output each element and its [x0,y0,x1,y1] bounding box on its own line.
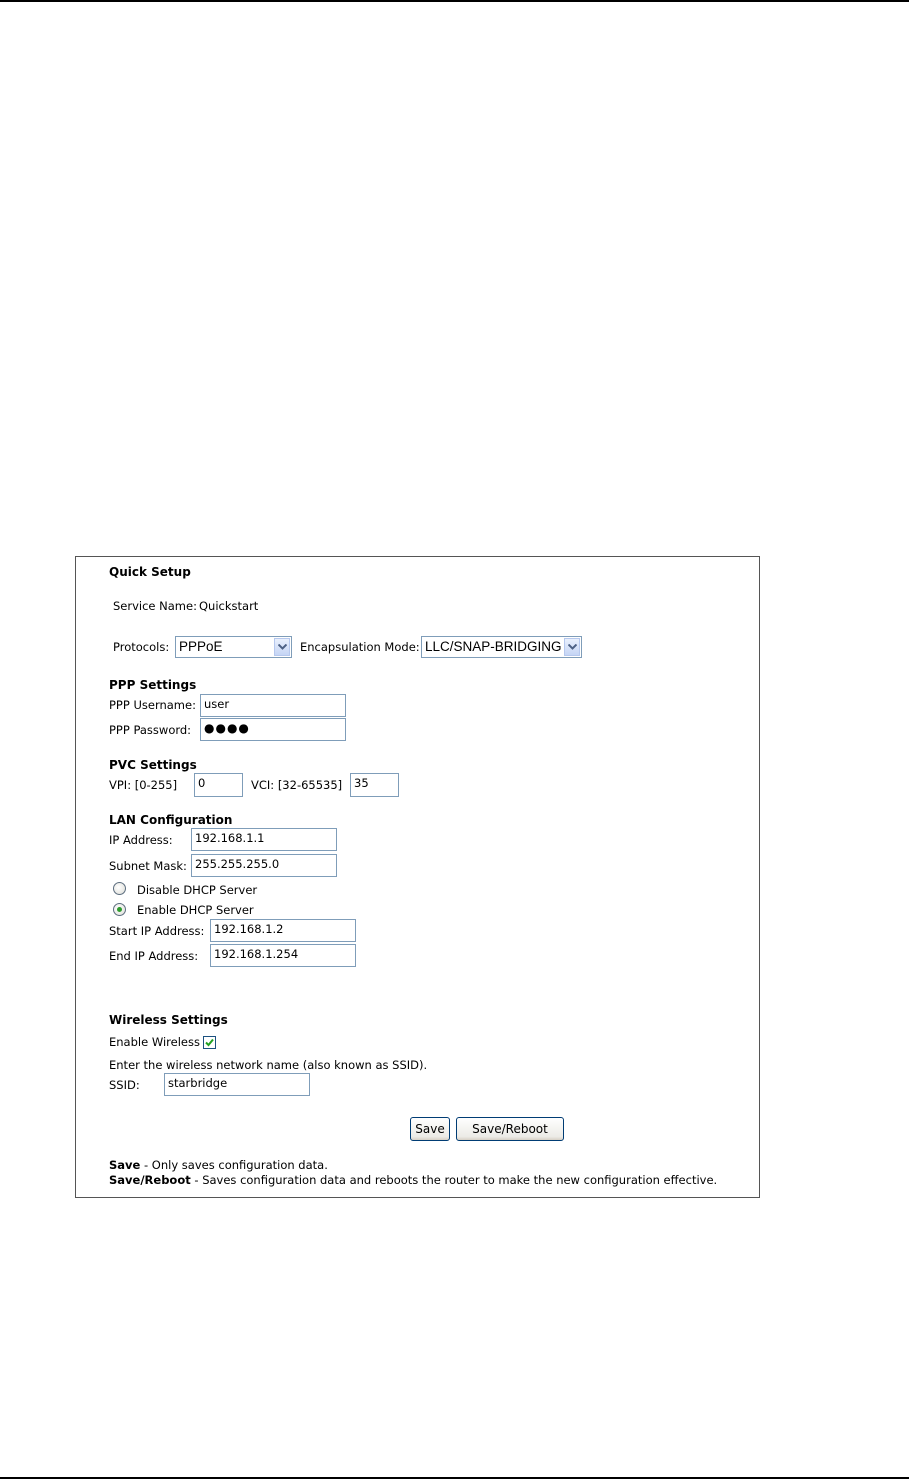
service-name-label: Service Name: [113,599,197,613]
vci-label: VCI: [32-65535] [251,778,343,792]
start-ip-input[interactable]: 192.168.1.2 [210,919,356,942]
wireless-settings-heading: Wireless Settings [109,1013,228,1027]
enable-dhcp-radio[interactable] [113,903,126,916]
subnet-mask-label: Subnet Mask: [109,859,187,873]
lan-configuration-heading: LAN Configuration [109,813,233,827]
end-ip-label: End IP Address: [109,949,199,963]
vpi-input[interactable]: 0 [194,773,243,797]
panel-title: Quick Setup [109,565,191,579]
page-bottom-rule [0,1477,909,1479]
checkmark-icon [205,1038,214,1047]
save-reboot-button[interactable]: Save/Reboot [456,1117,564,1141]
ip-address-label: IP Address: [109,833,173,847]
protocols-label: Protocols: [113,640,170,654]
ip-address-input[interactable]: 192.168.1.1 [191,828,337,851]
enable-wireless-checkbox[interactable] [203,1036,216,1049]
save-reboot-note-description: - Saves configuration data and reboots the router to make the new configuration effective. [190,1173,718,1187]
save-note-term: Save [109,1158,141,1172]
enable-dhcp-label: Enable DHCP Server [137,903,254,917]
save-note [109,1158,328,1172]
page-top-rule [0,0,909,2]
enable-wireless-label: Enable Wireless [109,1035,200,1049]
ppp-password-label: PPP Password: [109,723,192,737]
encapsulation-select[interactable] [421,636,582,658]
ppp-settings-heading: PPP Settings [109,678,197,692]
ppp-username-input[interactable]: user [200,694,346,717]
save-reboot-note-term: Save/Reboot [109,1173,191,1187]
encapsulation-selected-value: LLC/SNAP-BRIDGING [425,639,562,654]
protocols-select[interactable] [175,636,292,658]
subnet-mask-input[interactable]: 255.255.255.0 [191,854,337,877]
ppp-username-label: PPP Username: [109,698,196,712]
disable-dhcp-label: Disable DHCP Server [137,883,258,897]
protocols-selected-value: PPPoE [179,639,223,654]
save-note-description: - Only saves configuration data. [140,1158,328,1172]
save-button[interactable]: Save [410,1117,450,1141]
service-name-value: Quickstart [199,599,259,613]
encapsulation-label: Encapsulation Mode: [300,640,420,654]
quick-setup-panel [75,556,760,1198]
pvc-settings-heading: PVC Settings [109,758,197,772]
ssid-input[interactable]: starbridge [164,1073,310,1096]
start-ip-label: Start IP Address: [109,924,205,938]
ssid-label: SSID: [109,1078,140,1092]
end-ip-input[interactable]: 192.168.1.254 [210,944,356,967]
vci-input[interactable]: 35 [350,773,399,797]
ppp-password-input[interactable]: ●●●● [200,718,346,741]
disable-dhcp-radio[interactable] [113,882,126,895]
save-reboot-note [109,1173,717,1187]
chevron-down-icon[interactable] [564,638,580,656]
chevron-down-icon[interactable] [274,638,290,656]
ssid-hint-text: Enter the wireless network name (also known as SSID). [109,1058,428,1072]
vpi-label: VPI: [0-255] [109,778,178,792]
radio-selected-dot [117,907,122,912]
